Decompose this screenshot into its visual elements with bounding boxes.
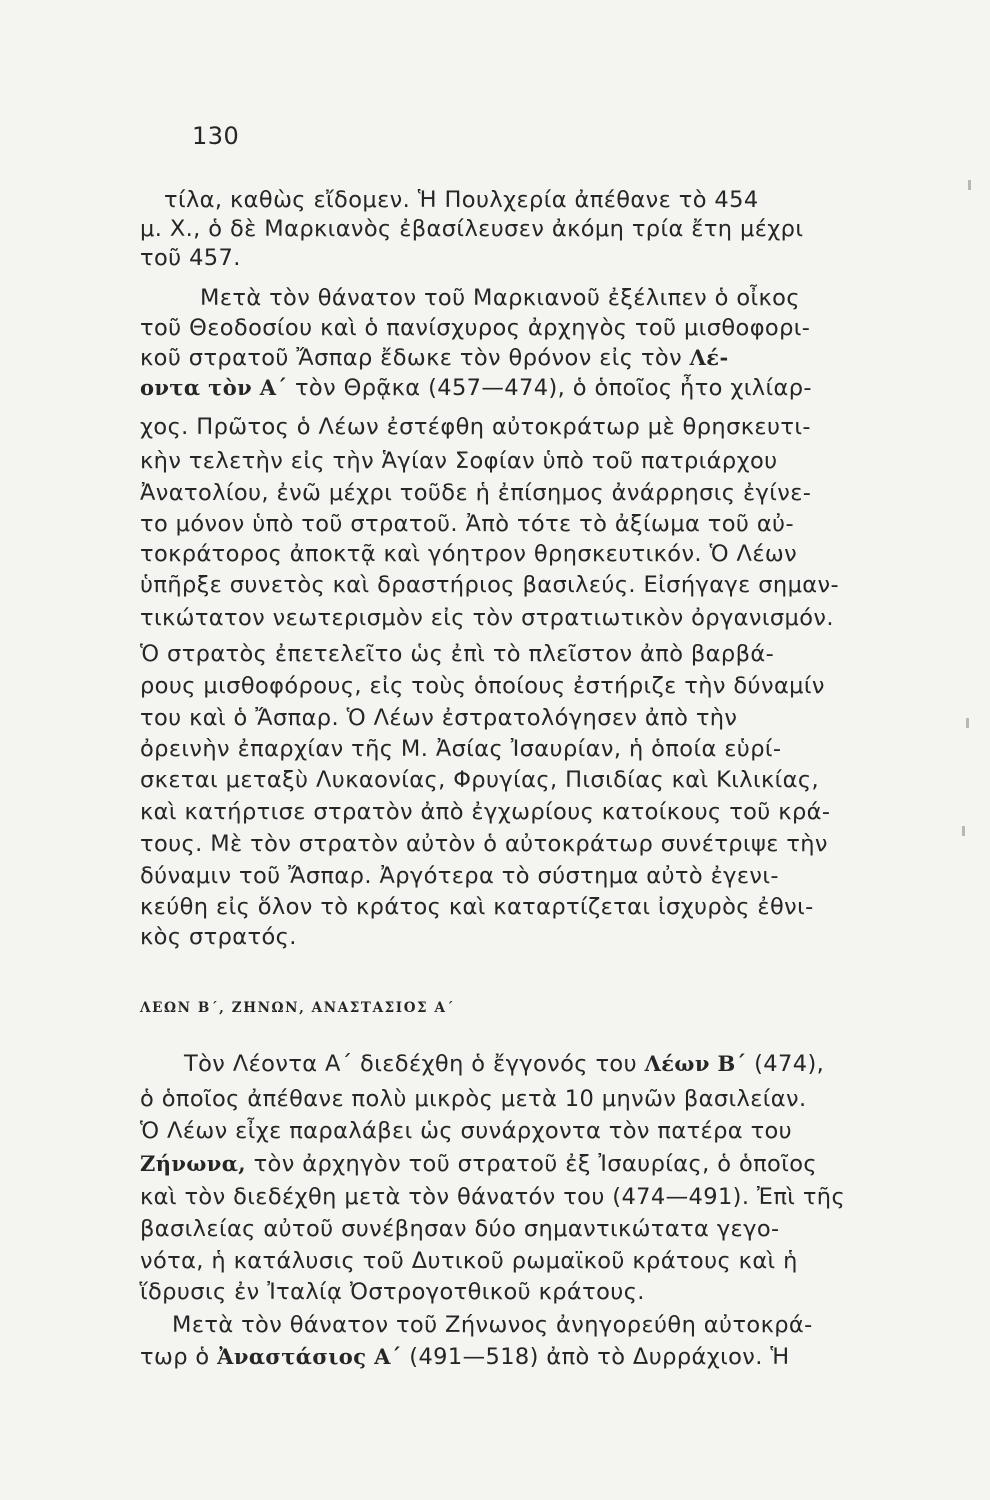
text-line: ὁ ὁποῖος ἀπέθανε πολὺ μικρὸς μετὰ 10 μηνῶν βασιλείαν. bbox=[140, 1086, 807, 1112]
text-line: ρους μισθοφόρους, εἰς τοὺς ὁποίους ἐστήριζε τὴν δύναμίν bbox=[140, 673, 825, 699]
text-line: βασιλείας αὐτοῦ συνέβησαν δύο σημαντικώτατα γεγο- bbox=[140, 1216, 780, 1242]
text-line: Ὁ Λέων εἶχε παραλάβει ὡς συνάρχοντα τὸν πατέρα του bbox=[140, 1118, 793, 1144]
text-line: καὶ κατήρτισε στρατὸν ἀπὸ ἐγχωρίους κατοίκους τοῦ κρά- bbox=[140, 799, 831, 825]
text-line: καὶ τὸν διεδέχθη μετὰ τὸν θάνατόν του (474—491). Ἐπὶ τῆς bbox=[140, 1184, 846, 1210]
bold-name: Ζήνωνα, bbox=[140, 1151, 247, 1176]
text-line: τοκράτορος ἀποκτᾷ καὶ γόητρον θρησκευτικόν. Ὁ Λέων bbox=[140, 541, 798, 567]
text-line: ὀρεινὴν ἐπαρχίαν τῆς Μ. Ἀσίας Ἰσαυρίαν, ἡ ὁποία εὑρί- bbox=[140, 736, 782, 762]
text-line: χος. Πρῶτος ὁ Λέων ἐστέφθη αὐτοκράτωρ μὲ θρησκευτι- bbox=[140, 414, 811, 440]
scan-mark bbox=[966, 718, 969, 728]
bold-name: Λέ- bbox=[689, 345, 729, 370]
text-line: τωρ ὁ Ἀναστάσιος Α´ (491—518) ἀπὸ τὸ Δυρράχιον. Ἡ bbox=[140, 1344, 790, 1370]
text-line: τοῦ 457. bbox=[140, 245, 241, 271]
text-line: κὴν τελετὴν εἰς τὴν Ἁγίαν Σοφίαν ὑπὸ τοῦ πατριάρχου bbox=[140, 448, 778, 474]
text-line: Μετὰ τὸν θάνατον τοῦ Ζήνωνος ἀνηγορεύθη αὐτοκρά- bbox=[172, 1312, 813, 1338]
text-line: Μετὰ τὸν θάνατον τοῦ Μαρκιανοῦ ἐξέλιπεν ὁ οἶκος bbox=[200, 285, 800, 311]
text-line: Ἀνατολίου, ἐνῶ μέχρι τοῦδε ἡ ἐπίσημος ἀνάρρησις ἐγίνε- bbox=[140, 480, 812, 506]
scan-mark bbox=[962, 826, 965, 836]
bold-name: Λέων Β´ bbox=[644, 1051, 747, 1076]
text-line: ἵδρυσις ἐν Ἰταλίᾳ Ὀστρογοτθικοῦ κράτους. bbox=[140, 1279, 645, 1305]
text-line: δύναμιν τοῦ Ἄσπαρ. Ἀργότερα τὸ σύστημα αὐτὸ ἐγενι- bbox=[140, 863, 779, 889]
text-line: μ. Χ., ὁ δὲ Μαρκιανὸς ἐβασίλευσεν ἀκόμη τρία ἔτη μέχρι bbox=[140, 216, 804, 242]
text-line: Ζήνωνα, τὸν ἀρχηγὸν τοῦ στρατοῦ ἐξ Ἰσαυρίας, ὁ ὁποῖος bbox=[140, 1151, 818, 1177]
scan-mark bbox=[968, 180, 971, 190]
text-line: οντα τὸν Α´ τὸν Θρᾷκα (457—474), ὁ ὁποῖος ἦτο χιλίαρ- bbox=[140, 375, 812, 401]
text-line: κεύθη εἰς ὅλον τὸ κράτος καὶ καταρτίζεται ἰσχυρὸς ἐθνι- bbox=[140, 894, 814, 920]
page-number: 130 bbox=[192, 122, 240, 150]
text-line: τίλα, καθὼς εἴδομεν. Ἡ Πουλχερία ἀπέθανε τὸ 454 bbox=[164, 187, 759, 213]
text-line: κὸς στρατός. bbox=[140, 924, 297, 950]
text-line: Τὸν Λέοντα Α´ διεδέχθη ὁ ἔγγονός του Λέων Β´ (474), bbox=[184, 1051, 825, 1077]
text-line: το μόνον ὑπὸ τοῦ στρατοῦ. Ἀπὸ τότε τὸ ἀξίωμα τοῦ αὐ- bbox=[140, 511, 794, 537]
text-line: νότα, ἡ κατάλυσις τοῦ Δυτικοῦ ρωμαϊκοῦ κράτους καὶ ἡ bbox=[140, 1248, 798, 1274]
section-heading: ΛΕΩΝ Β´, ΖΗΝΩΝ, ΑΝΑΣΤΑΣΙΟΣ Α´ bbox=[140, 1000, 455, 1016]
bold-name: Ἀναστάσιος Α´ bbox=[217, 1344, 402, 1369]
text-line: ὑπῆρξε συνετὸς καὶ δραστήριος βασιλεύς. Εἰσήγαγε σημαν- bbox=[140, 572, 840, 598]
text-line: τοῦ Θεοδοσίου καὶ ὁ πανίσχυρος ἀρχηγὸς τοῦ μισθοφορι- bbox=[140, 315, 811, 341]
text-line: τικώτατον νεωτερισμὸν εἰς τὸν στρατιωτικὸν ὀργανισμόν. bbox=[140, 605, 834, 631]
text-line: κοῦ στρατοῦ Ἄσπαρ ἔδωκε τὸν θρόνον εἰς τὸν Λέ- bbox=[140, 345, 729, 371]
text-line: του καὶ ὁ Ἄσπαρ. Ὁ Λέων ἐστρατολόγησεν ἀπὸ τὴν bbox=[140, 705, 738, 731]
text-line: τους. Μὲ τὸν στρατὸν αὐτὸν ὁ αὐτοκράτωρ συνέτριψε τὴν bbox=[140, 831, 828, 857]
text-line: σκεται μεταξὺ Λυκαονίας, Φρυγίας, Πισιδίας καὶ Κιλικίας, bbox=[140, 767, 820, 793]
text-line: Ὁ στρατὸς ἐπετελεῖτο ὡς ἐπὶ τὸ πλεῖστον ἀπὸ βαρβά- bbox=[140, 641, 775, 667]
bold-name: οντα τὸν Α´ bbox=[140, 375, 288, 400]
